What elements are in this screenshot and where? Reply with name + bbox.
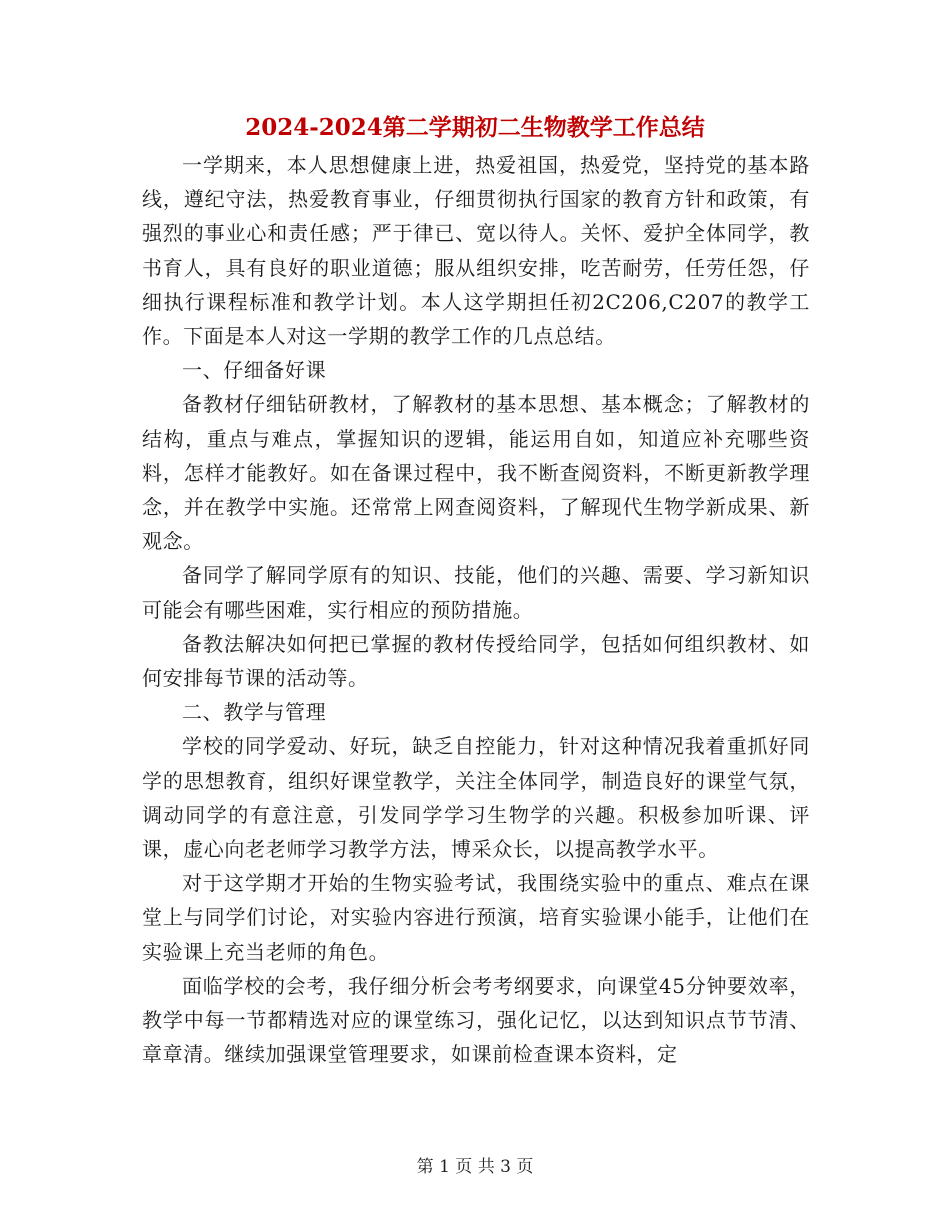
document-body <box>142 148 810 1071</box>
paragraph-lab-exam: 对于这学期才开始的生物实验考试，我围绕实验中的重点、难点在课堂上与同学们讨论，对实验内容进行预演，培育实验课小能手，让他们在实验课上充当老师的角色。 <box>142 871 810 964</box>
paragraph-prepare-materials: 备教材仔细钻研教材，了解教材的基本思想、基本概念；了解教材的结构，重点与难点，掌握知识的逻辑，能运用自如，知道应补充哪些资料，怎样才能教好。如在备课过程中，我不断查阅资料，不断更新教学理念，并在教学中实施。还常常上网查阅资料，了解现代生物学新成果、新观念。 <box>142 392 810 554</box>
section-heading-teaching-management: 二、教学与管理 <box>182 700 327 725</box>
paragraph-final-exam: 面临学校的会考，我仔细分析会考考纲要求，向课堂45分钟要效率，教学中每一节都精选对应的课堂练习，强化记忆，以达到知识点节节清、章章清。继续加强课堂管理要求，如课前检查课本资料，定 <box>142 973 810 1067</box>
paragraph-intro: 一学期来，本人思想健康上进，热爱祖国，热爱党，坚持党的基本路线，遵纪守法，热爱教育事业，仔细贯彻执行国家的教育方针和政策，有强烈的事业心和责任感；严于律已、宽以待人。关怀、爱护全体同学，教书育人，具有良好的职业道德；服从组织安排，吃苦耐劳，任劳任怨，仔细执行课程标准和教学计划。本人这学期担任初2C206,C207的教学工作。下面是本人对这一学期的教学工作的几点总结。 <box>142 153 810 349</box>
document-title: 2024-2024第二学期初二生物教学工作总结 <box>245 114 705 141</box>
paragraph-classroom-management: 学校的同学爱动、好玩，缺乏自控能力，针对这种情况我着重抓好同学的思想教育，组织好课堂教学，关注全体同学，制造良好的课堂气氛，调动同学的有意注意，引发同学学习生物学的兴趣。积极参加听课、评课，虚心向老老师学习教学方法，博采众长，以提高教学水平。 <box>142 734 810 862</box>
paragraph-prepare-methods: 备教法解决如何把已掌握的教材传授给同学，包括如何组织教材、如何安排每节课的活动等。 <box>142 631 810 691</box>
page-footer: 第 1 页 共 3 页 <box>416 1157 534 1177</box>
paragraph-prepare-students: 备同学了解同学原有的知识、技能，他们的兴趣、需要、学习新知识可能会有哪些困难，实行相应的预防措施。 <box>142 563 810 622</box>
section-heading-prepare-lessons: 一、仔细备好课 <box>182 358 327 383</box>
